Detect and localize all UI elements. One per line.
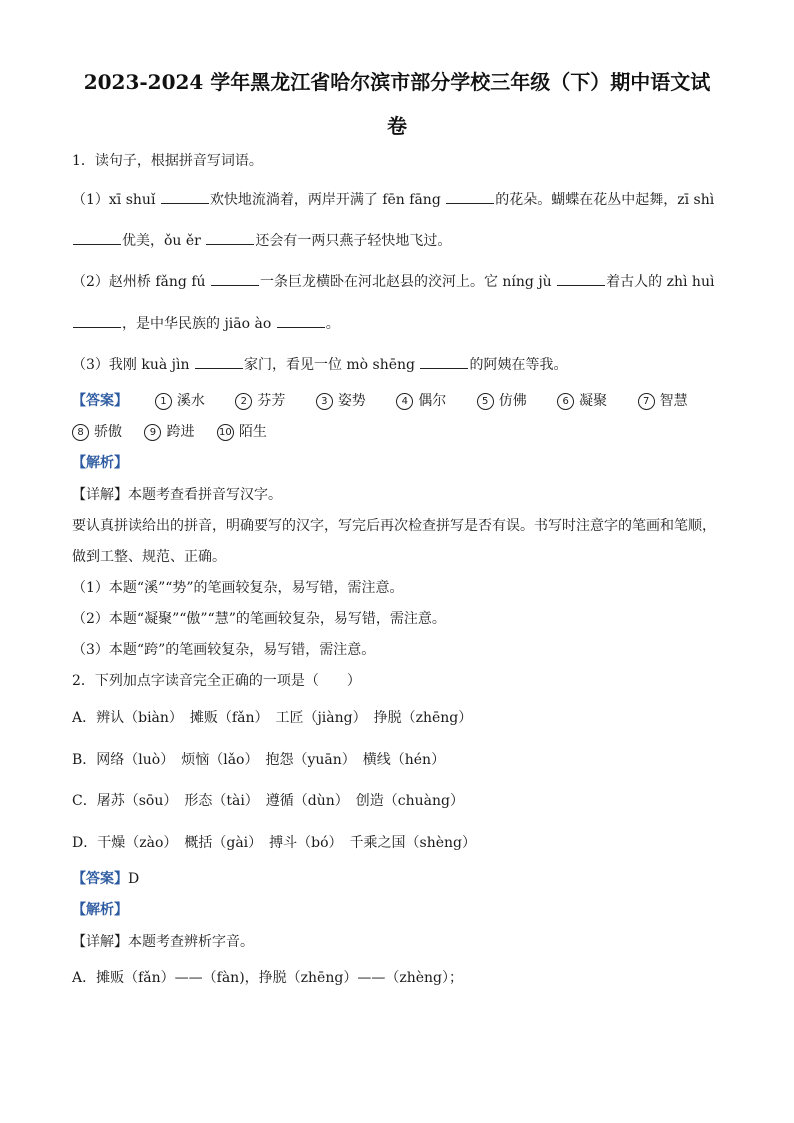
detail-item-1: （1）本题“溪”“势”的笔画较复杂，易写错，需注意。 [72,580,404,596]
option-a[interactable]: A．辨认（biàn） 摊贩（fǎn） 工匠（jiàng） 挣脱（zhēng） [72,710,473,726]
document-title: 2023-2024 学年黑龙江省哈尔滨市部分学校三年级（下）期中语文试 [83,70,711,94]
option-b[interactable]: B．网络（luò） 烦恼（lǎo） 抱怨（yuān） 横线（hén） [72,752,446,768]
circled-number: 8 [72,424,89,441]
answer-item: 9 跨进 [144,423,194,441]
detail-tag: 【详解】 [72,934,128,950]
answer-item: 6 凝聚 [557,392,607,410]
circled-number: 6 [557,393,574,410]
fill-blank[interactable] [557,273,605,286]
circled-number: 1 [155,393,172,410]
fill-blank[interactable] [211,273,259,286]
fill-blank[interactable] [277,315,325,328]
detail-text-line: 做到工整、规范、正确。 [72,549,226,565]
detail-text-line: 要认真拼读给出的拼音，明确要写的汉字，写完后再次检查拼写是否有误。书写时注意字的笔画和笔顺， [72,518,716,534]
answer-tag: 【答案】 [72,871,128,887]
answer-item: 7 智慧 [638,392,688,410]
answer-item: 4 偶尔 [396,392,446,410]
detail-tag: 【详解】 [72,487,128,503]
question-2-stem: 2．下列加点字读音完全正确的一项是（ ） [72,673,361,689]
answer-tag: 【答案】 [72,393,128,409]
circled-number: 9 [144,424,161,441]
question-1-sentence-1: （1）xī shuǐ 欢快地流淌着，两岸开满了 fēn fāng 的花朵。蝴蝶在花丛中起舞，zī shì [72,192,715,208]
fill-blank[interactable] [446,191,494,204]
detail-paragraph: 【详解】本题考查看拼音写汉字。 [72,487,282,503]
fill-blank[interactable] [73,315,121,328]
circled-number: 4 [396,393,413,410]
question-1-sentence-2: （2）赵州桥 fǎng fú 一条巨龙横卧在河北赵县的洨河上。它 níng jù 着古人的 zhì huì [72,274,715,290]
answer-item: 3 姿势 [316,392,366,410]
detail-option-a: A．摊贩（fǎn）——（fàn)，挣脱（zhēng）——（zhèng）； [72,970,463,986]
document-title-continued: 卷 [387,114,407,138]
circled-number: 5 [477,393,494,410]
detail-item-2: （2）本题“凝聚”“傲”“慧”的笔画较复杂，易写错，需注意。 [72,611,446,627]
fill-blank[interactable] [206,232,254,245]
circled-number: 2 [235,393,252,410]
option-c[interactable]: C．屠苏（sōu） 形态（tài） 遵循（dùn） 创造（chuàng） [72,793,464,809]
circled-number: 10 [217,424,234,441]
answer-value: D [128,871,140,887]
question-1-stem: 1．读句子，根据拼音写词语。 [72,153,263,169]
circled-number: 7 [638,393,655,410]
question-1-sentence-1-cont: 优美，ǒu ěr 还会有一两只燕子轻快地飞过。 [72,232,451,250]
question-1-sentence-2-cont: ，是中华民族的 jiāo ào 。 [72,315,340,333]
answer-item: 2 芬芳 [235,392,285,410]
option-d[interactable]: D．干燥（zào） 概括（gài） 搏斗（bó） 千乘之国（shèng） [72,835,477,851]
answer-item: 5 仿佛 [477,392,527,410]
fill-blank[interactable] [195,356,243,369]
answer-item: 1 溪水 [155,392,205,410]
answer-item: 8 骄傲 [72,423,122,441]
question-1-answers-row-1 [72,392,688,410]
detail-paragraph: 【详解】本题考查辨析字音。 [72,934,254,950]
fill-blank[interactable] [161,191,209,204]
analysis-tag: 【解析】 [72,455,128,471]
question-2-answer [72,870,139,888]
question-1-answers-row-2 [72,423,267,441]
fill-blank[interactable] [420,356,468,369]
detail-item-3: （3）本题“跨”的笔画较复杂，易写错，需注意。 [72,642,376,658]
analysis-tag: 【解析】 [72,902,128,918]
question-1-sentence-3: （3）我刚 kuà jìn 家门，看见一位 mò shēng 的阿姨在等我。 [72,357,568,373]
circled-number: 3 [316,393,333,410]
fill-blank[interactable] [73,232,121,245]
answer-item: 10 陌生 [217,423,267,441]
